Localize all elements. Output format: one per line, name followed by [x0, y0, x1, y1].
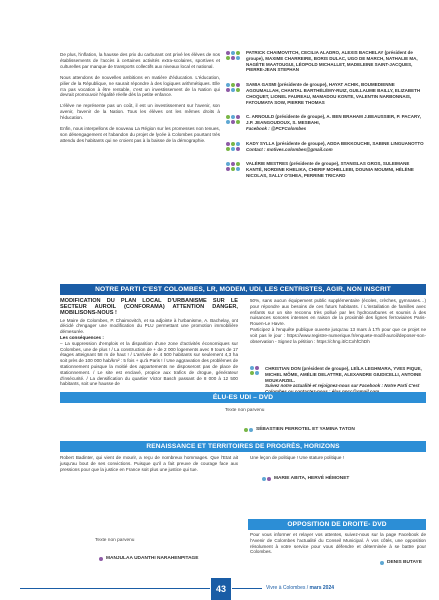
group-names-text: KADY SYLLA (présidente de groupe), ADDA BEKKOUCHE, SABINE LINGUANOTTO — [246, 140, 424, 146]
group-people-icon — [226, 162, 242, 171]
group-contact: Facebook : @PCFColombes — [246, 125, 307, 131]
notre-parti-title: MODIFICATION DU PLAN LOCAL D'URBANISME SUR LE SECTEUR AUROIL (CONFORAMA) ATTENTION DANGER, MOBILISONS-NOUS ! — [60, 298, 238, 317]
banner-opposition: OPPOSITION DE DROITE- DVD — [248, 519, 426, 530]
group-people-icon — [226, 142, 242, 151]
group-names-text: C. ARNOULD (présidente de groupe), A. BEN BRAHAM J.BEAUSSIER, P. PACARY, J.P. JEANGOUDOUX, S. MESBAHI, — [246, 114, 421, 126]
bottom-left-signature-names: MANJULAA UDANTHI NARAHENPITAGE — [106, 556, 199, 561]
renaissance-signature — [262, 476, 349, 481]
group-signature — [226, 114, 426, 131]
page-number: 43 — [211, 578, 231, 600]
footer-divider-left — [20, 588, 210, 589]
groups-signature-list — [226, 50, 426, 188]
notre-parti-right-body: 50%, sans aucun équipement public supplémentaire (écoles, crèches, gymnases…) pour répondre aux besoins de ces futurs habitants. / L'installation de familles avec enfants sur un site reconnu très pollué par les hydrocarbures et soumis à des nuisances sonores intenses en raison de la proximité des lignes ferroviaires Paris-Rouen-Le Havre. — [250, 298, 426, 327]
intro-paragraph-4: Enfin, nous interpellons de nouveau La Région sur les promesses non tenues, son désengagement et l'abandon du projet de lycée à Colombes pourtant très attendu des habitants qui ne croient pas à la baisse de la démographie. — [60, 126, 220, 143]
notre-parti-right-column — [250, 298, 426, 344]
intro-text-column — [60, 52, 220, 149]
renaissance-signature-names: MARIE ABITA, HERVÉ HÉMONET — [274, 476, 350, 481]
person-icon — [262, 477, 271, 481]
person-icon — [99, 557, 103, 561]
group-signature — [226, 50, 426, 73]
person-icon — [380, 561, 384, 565]
group-signature — [226, 141, 426, 153]
person-icon — [244, 428, 253, 432]
notre-parti-body: Le Maire de Colombes, P. Chaimovitch, et sa adjointe à l'urbanisme, A. Bachelay, ont décidé d'engager une modification du PLU permettant une promotion immobilière démesurée. — [60, 317, 238, 335]
renaissance-left-text: Robert Badinter, qui vient de mourir, a reçu de nombreux hommages. Que l'Etat ait jusqu'au bout de ses convictions. Puisque qu'il a fait preuve de courage face aux pressions pour que la justice en France soit plus une justice qui tue. — [60, 455, 238, 472]
banner-renaissance: RENAISSANCE ET TERRITOIRES DE PROGRÈS, HORIZONS — [60, 441, 426, 452]
intro-paragraph-3: L'élève ne représente pas un coût, il est un investissement sur l'avenir, son avenir, l'avenir de la Nation. Tous les élèves ont les mêmes droits à l'éducation. — [60, 103, 220, 121]
banner-notre-parti: NOTRE PARTI C'EST COLOMBES, LR, MODEM, UDI, LES CENTRISTES, AGIR, NON INSCRIT — [60, 284, 426, 295]
group-people-icon — [226, 115, 242, 124]
notre-parti-consequences: – La suppression d'emplois et la disparition d'une zone d'activités économiques sur Colombes, une de plus ! / La construction de + de 2 000 logements avec 9 tours de 17 étages atteignant 58 m de haut ! / L'arrivée de 4 500 habitants sur seulement 4,3 ha soit près de 100 000 hab/km² : 5 fois + qu'à Paris ! / Une aggravation des problèmes de stationnement puisque la moitié des appartements ne disposeront pas de place de stationnement. / Le site est enclavé, propice aux trafics de drogue, générateur d'insécurité. / La densification du quartier Victor Basch passant de 8 000 à 12 500 habitants, soit une hausse de — [60, 340, 238, 387]
opposition-signature-names: DENIS BUTAYE — [387, 560, 422, 565]
group-people-icon — [226, 83, 242, 92]
group-people-icon — [226, 51, 242, 60]
opposition-text: Pour vous informer et relayer vos attentes, suivez-nous sur la page Facebook de l'Avenir de Colombes l'actualité du Conseil Municipal. À vos côtés, une opposition résolument à votre service pour vous défendre et déterminée à se battre pour Colombes. — [250, 532, 426, 555]
footer-magazine-title: Vivre à Colombes — [266, 585, 306, 591]
group-names — [246, 114, 426, 131]
notre-parti-signature-contact: Suivez notre actualité et rejoignez-nous sur Facebook : Notre Parti C'est — [265, 383, 420, 389]
bottom-left-signature — [99, 556, 198, 561]
elus-udi-signature — [244, 427, 355, 432]
renaissance-right-text: Une leçon de politique ! Une stature politique ! — [250, 455, 344, 460]
footer-divider-right — [232, 588, 262, 589]
notre-parti-signature-names: CHRISTIAN DON (président de groupe), LEÏLA LEGHMARA, YVES PIQUE, MICHEL MÔME, AMÉLIE DELATTRE, ALEXANDRE GIUDICELLI, ANTOINE MOUKARZEL. — [265, 366, 422, 383]
group-contact: Contact : motives.colombes@gmail.com — [246, 146, 333, 152]
intro-paragraph-1: De plus, l'inflation, la hausse des prix du carburant ont privé les élèves de nos établissements de l'accès à certaines activités extra-scolaires, sportives et culturelles par manque de transports collectifs aux niveaux local et national. — [60, 52, 220, 69]
elus-udi-signature-names: SÉBASTIEN PERROTEL ET YAMINA TATON — [256, 427, 355, 432]
group-signature — [226, 82, 426, 105]
banner-elus-udi: ÉLU-ES UDI – DVD — [60, 392, 426, 403]
footer-magazine: Vivre à Colombes / mars 2024 — [266, 585, 335, 591]
bottom-left-text: Texte non parvenu — [95, 538, 135, 543]
notre-parti-left-column — [60, 298, 238, 387]
group-people-icon — [250, 366, 262, 375]
intro-paragraph-2: Nous attendons de nouvelles ambitions en matière d'éducation. L'éducation, pilier de la République, ne saurait répondre à des logiques arithmétiques. Elle n'a pas vocation à être rentable, c'est un investissement de la Nation qui devrait promouvoir l'égalité réelle dès la petite enfance. — [60, 74, 220, 98]
group-names: SAMIA GASMI (présidente de groupe), HAYAT ACHIK, BOUMEDIENNE AGOUMALLAH, CHANTAL BARTHÉLÉMY-RUIZ, GUILLAUME BAILLY, ELIZABETH CHOQUET, LIONEL FAUREAU, MAMADOU KONTE, VALENTIN NARBONNAIS, FATOUMATA SOW, PIERRE THOMAS — [246, 82, 421, 105]
footer-issue: mars 2024 — [309, 585, 335, 591]
elus-udi-text: Texte non parvenu — [225, 408, 265, 413]
group-names — [246, 141, 424, 153]
notre-parti-consequences-title: Les conséquences : — [60, 335, 104, 340]
group-names: VALÉRIE MESTRES (présidente de groupe), STANISLAS GROS, SULEIMANE KANTÉ, NORDINE KHELIKA, CHERIF MOHELLEBI, DOUNIA MOUMNI, HÉLÈNE NICOLAS, SALLY O'SHEA, PERRINE TRICARD — [246, 161, 414, 178]
group-signature — [226, 161, 426, 178]
notre-parti-participate: Participez à l'enquête publique ouverte jusqu'au 13 mars à 17h pour que ce projet ne voit pas le jour : https://www.registre-numerique.fr/enquete-modif-auroil/deposer-son-observation - Signez la pétition : https://chng.it/CCxhfChDh — [250, 326, 426, 344]
opposition-signature — [380, 560, 422, 565]
notre-parti-signature — [250, 366, 426, 395]
group-names: PATRICK CHAIMOVITCH, CECILIA ALADRO, ALEXIS BACHELAY (président de groupe), MAXIME CHARREIRE, BORIS DULAC, UGO DE MARCH, NATHALIE MA, NAGÈTE MAATOUGUI, LÉOPOLD MICHALLET, MADELEINE SAINT-JACQUES, PIERRE-JEAN STEPHAN — [246, 50, 418, 73]
